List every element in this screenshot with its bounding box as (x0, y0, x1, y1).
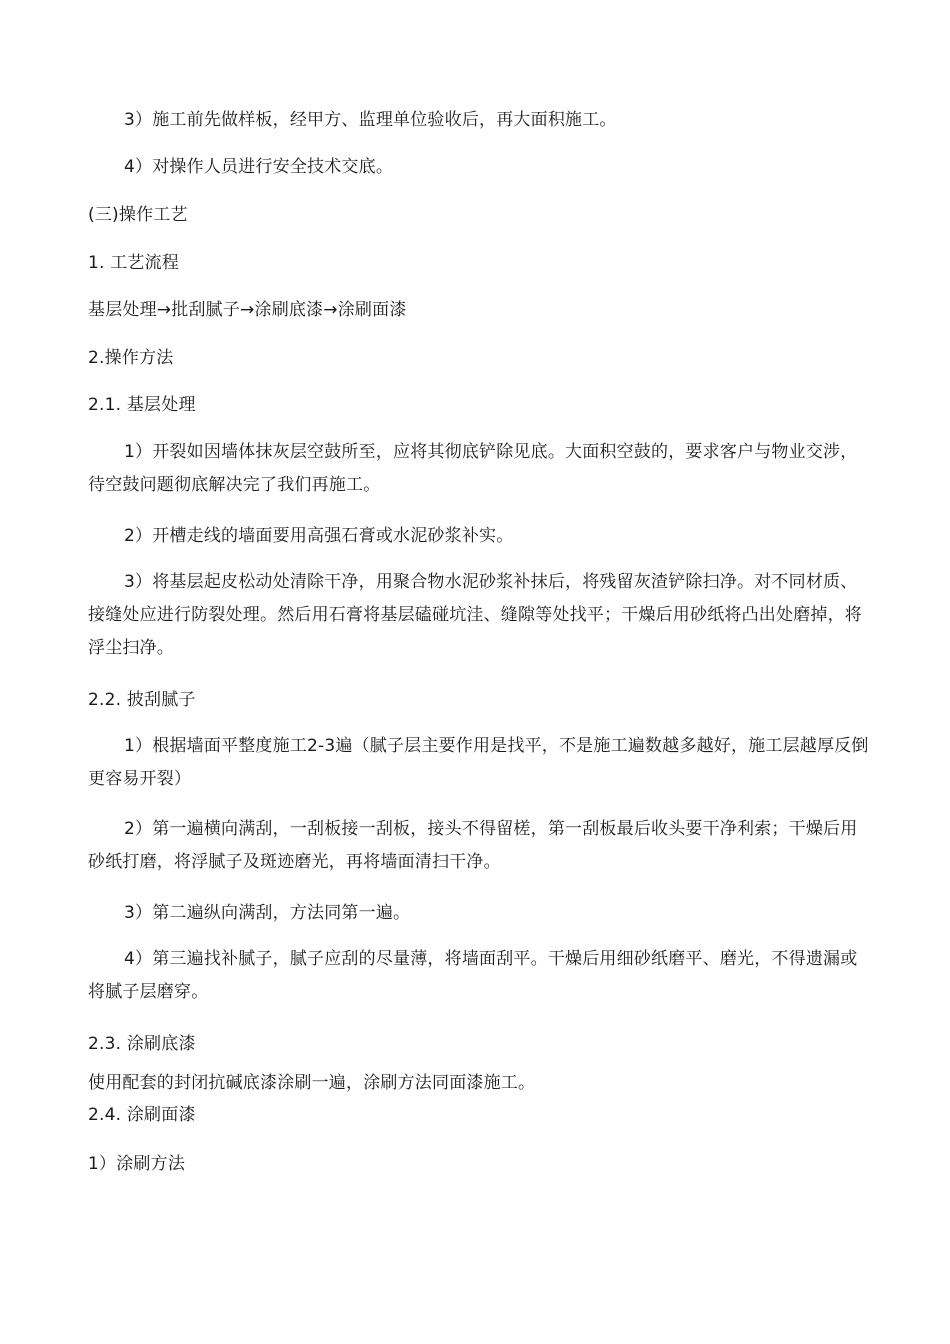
paragraph-base-cleaning: 3）将基层起皮松动处清除干净，用聚合物水泥砂浆补抹后，将残留灰渣铲除扫净。对不同材质、接缝处应进行防裂处理。然后用石膏将基层磕碰坑洼、缝隙等处找平；干燥后用砂纸将凸出处磨掉，将浮尘扫净。 (88, 572, 862, 658)
paragraph-second-pass: 3）第二遍纵向满刮，方法同第一遍。 (124, 903, 411, 923)
paragraph-first-pass: 2）第一遍横向满刮，一刮板接一刮板，接头不得留槎，第一刮板最后收头要干净利索；干燥后用砂纸打磨，将浮腻子及斑迹磨光，再将墙面清扫干净。 (88, 819, 858, 872)
heading-topcoat: 2.4. 涂刷面漆 (88, 1105, 196, 1125)
section-heading-operation-process: (三)操作工艺 (88, 205, 188, 225)
heading-process-flow: 1. 工艺流程 (88, 253, 180, 273)
heading-primer-coating: 2.3. 涂刷底漆 (88, 1034, 196, 1054)
heading-operation-method: 2.操作方法 (88, 348, 174, 368)
paragraph-cracking-treatment: 1）开裂如因墙体抹灰层空鼓所至，应将其彻底铲除见底。大面积空鼓的，要求客户与物业交涉，待空鼓问题彻底解决完了我们再施工。 (88, 442, 858, 495)
paragraph-primer-coating: 使用配套的封闭抗碱底漆涂刷一遍，涂刷方法同面漆施工。 (88, 1073, 536, 1093)
paragraph-putty-passes: 1）根据墙面平整度施工2-3遍（腻子层主要作用是找平，不是施工遍数越多越好，施工层越厚反倒更容易开裂） (88, 736, 869, 789)
paragraph-process-flow: 基层处理→批刮腻子→涂刷底漆→涂刷面漆 (88, 300, 407, 320)
paragraph-safety-briefing: 4）对操作人员进行安全技术交底。 (124, 157, 394, 177)
heading-painting-method: 1）涂刷方法 (88, 1154, 186, 1174)
paragraph-sample-board: 3）施工前先做样板，经甲方、监理单位验收后，再大面积施工。 (124, 110, 617, 130)
paragraph-groove-filling: 2）开槽走线的墙面要用高强石膏或水泥砂浆补实。 (124, 526, 514, 546)
heading-base-treatment: 2.1. 基层处理 (88, 395, 196, 415)
heading-putty-application: 2.2. 披刮腻子 (88, 690, 196, 710)
paragraph-third-pass: 4）第三遍找补腻子，腻子应刮的尽量薄，将墙面刮平。干燥后用细砂纸磨平、磨光，不得遗漏或将腻子层磨穿。 (88, 949, 858, 1002)
